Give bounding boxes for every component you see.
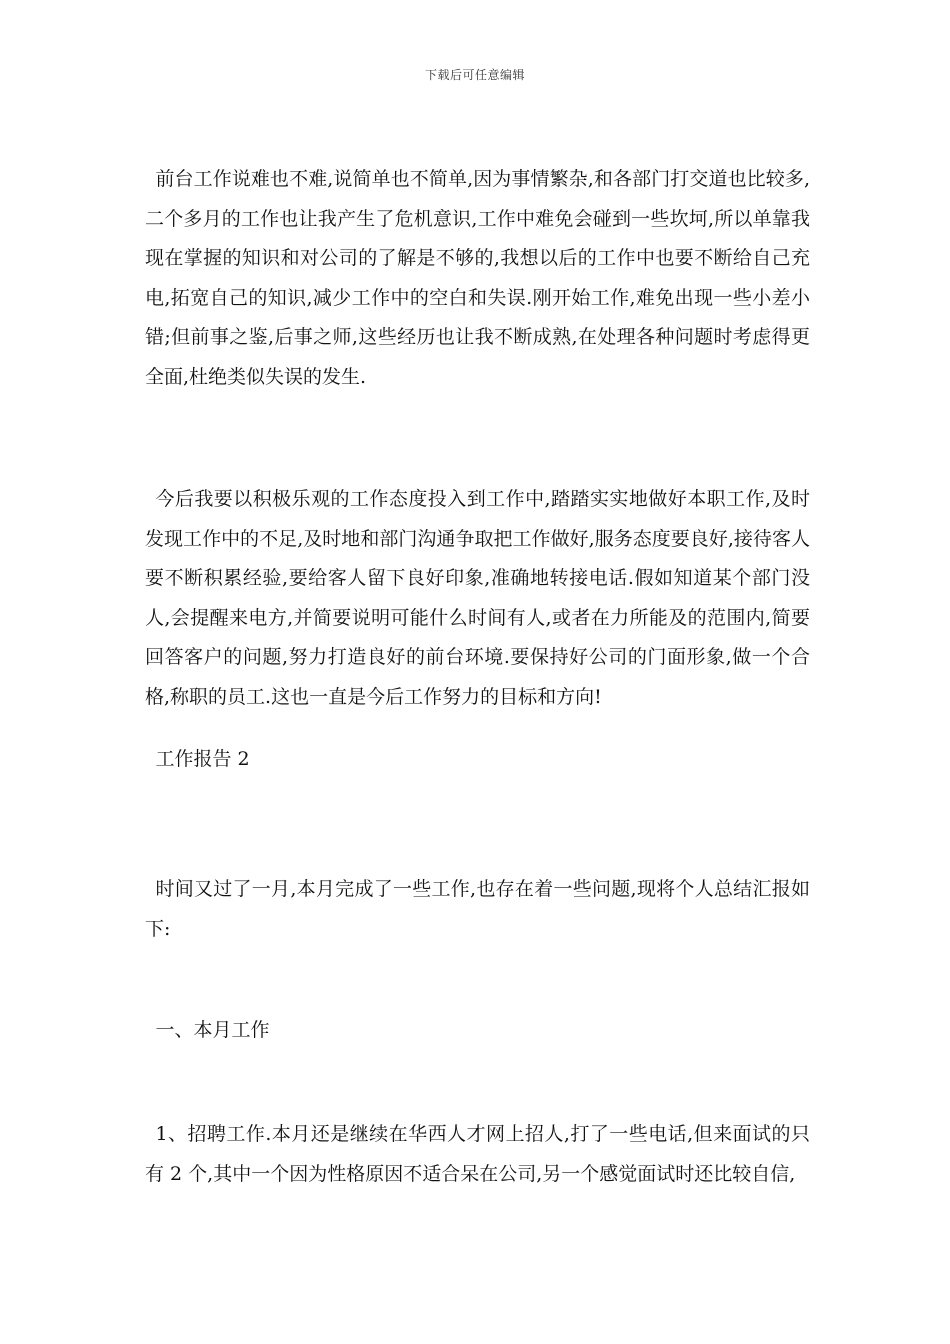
page-header-note: 下载后可任意编辑: [424, 68, 525, 82]
paragraph-future-plan: 今后我要以积极乐观的工作态度投入到工作中,踏踏实实地做好本职工作,及时发现工作中的不足,及时地和部门沟通争取把工作做好,服务态度要良好,接待客人要不断积累经验,要给客人留下良好印象,准确地转接电话.假如知道某个部门没人,会提醒来电方,并简要说明可能什么时间有人,或者在力所能及的范围内,简要回答客户的问题,努力打造良好的前台环境.要保持好公司的门面形象,做一个合格,称职的员工.这也一直是今后工作努力的目标和方向!: [145, 488, 810, 708]
paragraph-front-desk-work: 前台工作说难也不难,说简单也不简单,因为事情繁杂,和各部门打交道也比较多,二个多月的工作也让我产生了危机意识,工作中难免会碰到一些坎坷,所以单靠我现在掌握的知识和对公司的了解是不够的,我想以后的工作中也要不断给自己充电,拓宽自己的知识,减少工作中的空白和失误.刚开始工作,难免出现一些小差小错;但前事之鉴,后事之师,这些经历也让我不断成熟,在处理各种问题时考虑得更全面,杜绝类似失误的发生.: [145, 168, 810, 388]
paragraph-monthly-summary-intro: 时间又过了一月,本月完成了一些工作,也存在着一些问题,现将个人总结汇报如下:: [145, 878, 810, 940]
paragraph-recruitment-work: 1、招聘工作.本月还是继续在华西人才网上招人,打了一些电话,但来面试的只有 2 个,其中一个因为性格原因不适合呆在公司,另一个感觉面试时还比较自信,: [145, 1123, 810, 1185]
section-heading-this-month-work: 一、本月工作: [155, 1019, 270, 1041]
section-heading-report-2: 工作报告 2: [155, 748, 250, 770]
